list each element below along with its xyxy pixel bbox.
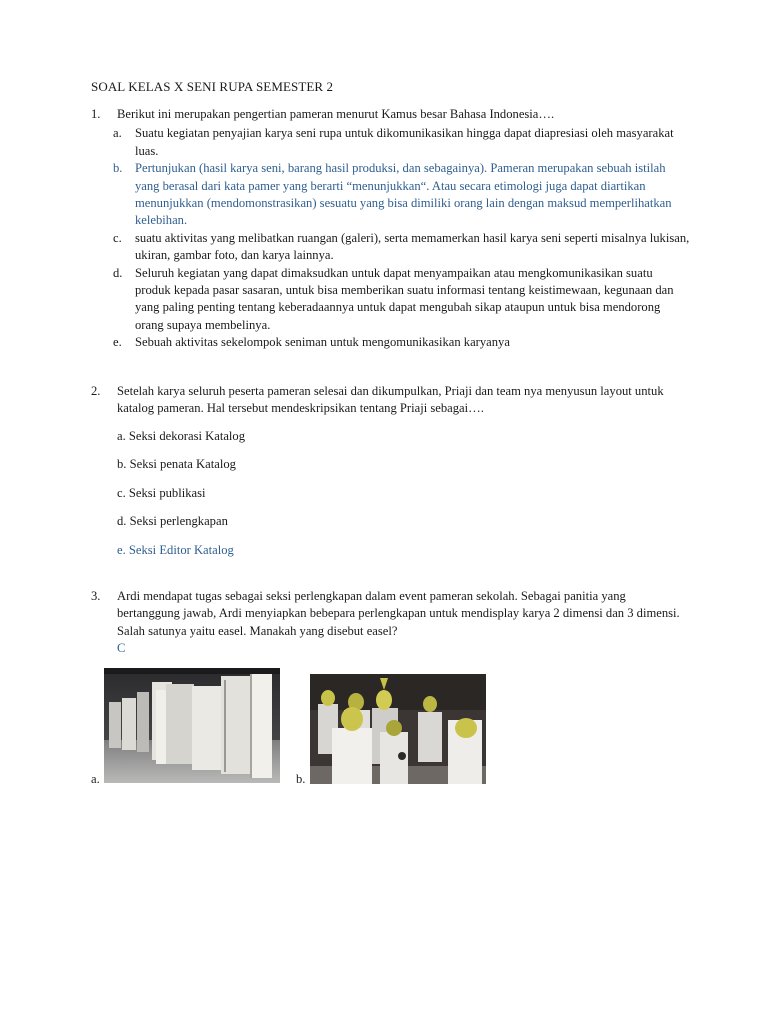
option-c: c. Seksi publikasi — [117, 485, 206, 500]
option-b: b. Seksi penata Katalog — [117, 457, 236, 472]
question-number: 3. — [91, 589, 101, 603]
option-letter: d. — [113, 265, 123, 280]
option-list — [91, 428, 691, 571]
image-a-label: a. — [91, 772, 100, 786]
pedestal-display-photo — [310, 674, 486, 784]
question-stem: Ardi mendapat tugas sebagai seksi perlengkapan dalam event pameran sekolah. Sebagai panitia yang bertanggung jawab, Ardi menyiapkan bebepara perlengkapan untuk mendisplay karya 2 dimensi dan 3 dimensi. Salah satunya yaitu easel. Manakah yang disebut easel? — [117, 589, 680, 638]
option-a: a. Seksi dekorasi Katalog — [117, 428, 246, 443]
option-d — [91, 265, 691, 335]
option-d: d. Seksi perlengkapan — [117, 514, 228, 529]
option-text: Suatu kegiatan penyajian karya seni rupa untuk dikomunikasikan hingga dapat diapresiasi oleh masyarakat luas. — [135, 126, 674, 158]
partition-panels-illustration — [104, 668, 280, 783]
page-title: SOAL KELAS X SENI RUPA SEMESTER 2 — [91, 79, 334, 94]
question-3 — [91, 588, 691, 658]
option-text: suatu aktivitas yang melibatkan ruangan (galeri), serta memamerkan hasil karya seni seperti misalnya lukisan, ukiran, gambar foto, dan karya lainnya. — [135, 230, 690, 263]
option-e — [91, 334, 691, 351]
option-letter: e. — [113, 335, 122, 350]
option-a — [91, 125, 691, 160]
answer-key: C — [117, 641, 126, 656]
option-text: Pertunjukan (hasil karya seni, barang hasil produksi, dan sebagainya). Pameran merupakan sebuah istilah yang berasal dari kata pamer yang berarti “menunjukkan“. Atau secara etimologi juga dapat diartikan menunjukkan (mendomonstrasikan) sesuatu yang bisa dimiliki orang lain dengan maksud memperlihatkan kelebihan. — [135, 161, 672, 228]
option-text: Seluruh kegiatan yang dapat dimaksudkan untuk dapat menyampaikan atau mengkomunikasikan suatu produk kepada pasar sasaran, untuk bisa memberikan suatu informasi tentang keistimewaan, kegunaan dan yang paling penting tentang keberadaannya untuk dapat mengubah sikap ataupun untuk bisa mendorong orang supaya membelinya. — [135, 265, 674, 332]
option-e: e. Seksi Editor Katalog — [117, 542, 234, 557]
option-text: Sebuah aktivitas sekelompok seniman untuk mengomunikasikan karyanya — [135, 335, 510, 350]
question-number: 1. — [91, 107, 101, 121]
option-letter: b. — [113, 161, 123, 176]
question-1 — [91, 106, 691, 352]
partition-panels-photo — [104, 668, 280, 783]
option-b — [91, 160, 691, 230]
question-2 — [91, 383, 691, 570]
question-stem: Berikut ini merupakan pengertian pameran menurut Kamus besar Bahasa Indonesia…. — [117, 107, 555, 121]
question-number: 2. — [91, 384, 101, 398]
option-letter: c. — [113, 230, 122, 245]
option-c — [91, 230, 691, 265]
image-b-label: b. — [296, 772, 306, 786]
option-list — [91, 125, 691, 351]
option-letter: a. — [113, 126, 122, 141]
question-stem: Setelah karya seluruh peserta pameran selesai dan dikumpulkan, Priaji dan team nya menyusun layout untuk katalog pameran. Hal tersebut mendeskripsikan tentang Priaji sebagai…. — [117, 384, 664, 416]
pedestal-illustration — [310, 674, 486, 784]
